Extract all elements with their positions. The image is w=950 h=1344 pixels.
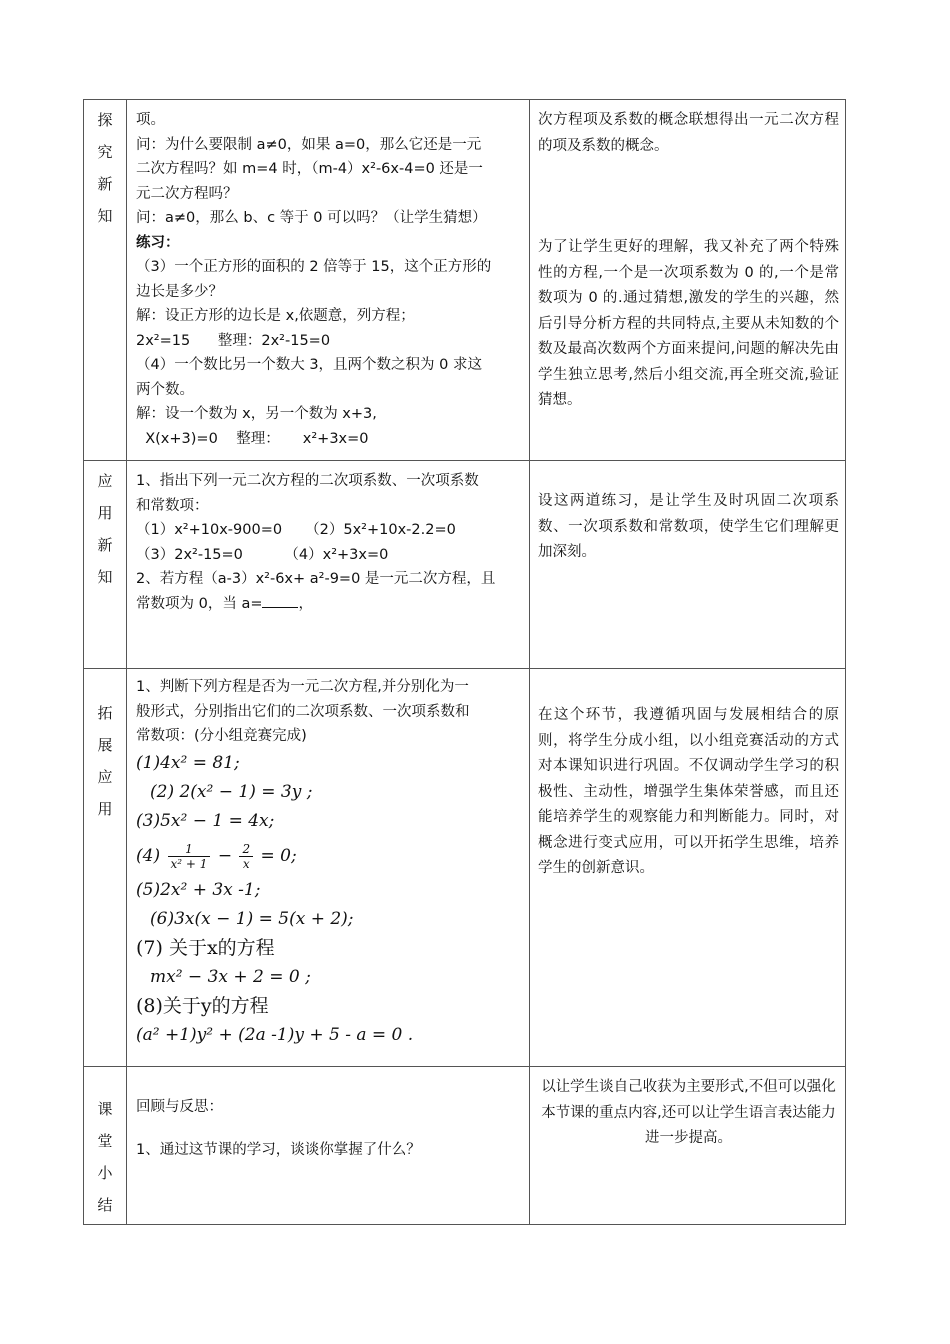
content-line: X(x+3)=0 整理： x²+3x=0 <box>136 430 369 447</box>
equation-1: (1)4x² = 81; <box>136 752 240 773</box>
content-line: 两个数。 <box>136 381 194 398</box>
lesson-plan-table <box>83 99 846 1225</box>
content-line: 问：为什么要限制 a≠0，如果 a=0，那么它还是一元 <box>136 136 482 153</box>
equation-6: (6)3x(x − 1) = 5(x + 2); <box>150 908 354 929</box>
content-line: （3）2x²-15=0 （4）x²+3x=0 <box>136 546 389 563</box>
equation-4: (4) $\frac{1}{\text{x² + 1}}$ − $\frac{2}{x}$ = 0; <box>136 841 297 871</box>
equation-7: mx² − 3x + 2 = 0 ; <box>150 966 311 987</box>
stage-label-apply: 应 用 新 知 <box>84 461 127 669</box>
content-line: 2x²=15 整理：2x²-15=0 <box>136 332 331 349</box>
note-cell-apply <box>530 461 846 669</box>
content-line: 问：a≠0，那么 b、c 等于 0 可以吗？（让学生猜想） <box>136 210 487 226</box>
content-line: 2、若方程（a-3）x²-6x+ a²-9=0 是一元二次方程，且 <box>136 571 496 587</box>
note-cell-summary <box>530 1067 846 1225</box>
table-row-extend <box>84 669 846 1067</box>
table-row-summary <box>84 1067 846 1225</box>
content-line: 解：设一个数为 x，另一个数为 x+3, <box>136 406 377 422</box>
fraction: $\frac{2}{x}$ <box>239 842 253 871</box>
content-line: 二次方程吗？如 m=4 时，（m-4）x²-6x-4=0 还是一 <box>136 161 483 177</box>
content-line: 般形式，分别指出它们的二次项系数、一次项系数和 <box>136 703 470 720</box>
content-line: 常数项：(分小组竞赛完成) <box>136 728 307 744</box>
table-row-explore <box>84 100 846 461</box>
equation-8: (a² +1)y² + (2a -1)y + 5 - a = 0 . <box>136 1024 414 1045</box>
content-line: 1、指出下列一元二次方程的二次项系数、一次项系数 <box>136 473 479 489</box>
table-row-apply <box>84 461 846 669</box>
content-line: 解：设正方形的边长是 x,依题意，列方程； <box>136 308 415 324</box>
note-text: 设这两道练习，是让学生及时巩固二次项系数、一次项系数和常数项，使学生它们理解更加深刻。 <box>538 493 839 560</box>
content-line: （4）一个数比另一个数大 3，且两个数之积为 0 求这 <box>136 357 483 373</box>
content-cell-summary <box>127 1067 530 1225</box>
equation-5: (5)2x² + 3x -1; <box>136 879 261 900</box>
note-cell-explore <box>530 100 846 461</box>
content-line: 1、判断下列方程是否为一元二次方程,并分别化为一 <box>136 679 469 695</box>
content-line: （1）x²+10x-900=0 （2）5x²+10x-2.2=0 <box>136 522 456 538</box>
content-cell-apply <box>127 461 530 669</box>
note-text: 次方程项及系数的概念联想得出一元二次方程的项及系数的概念。 <box>538 112 839 154</box>
equation-7-label: (7) 关于x的方程 <box>136 936 275 959</box>
content-cell-extend <box>127 669 530 1067</box>
equation-3: (3)5x² − 1 = 4x; <box>136 810 275 831</box>
content-line: 常数项为 0，当 a= ， <box>136 592 523 617</box>
content-cell-explore <box>127 100 530 461</box>
content-line: 项。 <box>136 112 165 128</box>
note-text: 为了让学生更好的理解，我又补充了两个特殊性的方程,一个是一次项系数为 0 的,一个是常数项为 0 的.通过猜想,激发的学生的兴趣，然后引导分析方程的共同特点,主要从未知数的个数及最高次数两个方面来提问,问题的解决先由学生独立思考,然后小组交流,再全班交流,验证猜想。 <box>538 239 839 408</box>
note-text: 以让学生谈自己收获为主要形式,不但可以强化本节课的重点内容,还可以让学生语言表达能力进一步提高。 <box>541 1079 836 1146</box>
note-text: 在这个环节，我遵循巩固与发展相结合的原则，将学生分成小组，以小组竞赛活动的方式对本课知识进行巩固。不仅调动学生学习的积极性、主动性，增强学生集体荣誉感，而且还能培养学生的观察能力和判断能力。同时，对概念进行变式应用，可以开拓学生思维，培养学生的创新意识。 <box>538 707 839 876</box>
content-line: 和常数项： <box>136 497 209 514</box>
content-line: 边长是多少？ <box>136 283 223 300</box>
answer-blank <box>262 593 298 608</box>
content-line: 元二次方程吗？ <box>136 185 238 202</box>
content-line: 回顾与反思： <box>136 1099 223 1115</box>
content-line: （3）一个正方形的面积的 2 倍等于 15，这个正方形的 <box>136 259 492 275</box>
content-line: 1、通过这节课的学习，谈谈你掌握了什么？ <box>136 1141 421 1158</box>
stage-label-extend: 拓 展 应 用 <box>84 669 127 1067</box>
equation-8-label: (8)关于y的方程 <box>136 994 269 1017</box>
fraction: $\frac{1}{\text{x² + 1}}$ <box>168 842 211 871</box>
equation-2: (2) 2(x² − 1) = 3y ; <box>150 781 313 802</box>
practice-heading: 练习： <box>136 234 180 251</box>
stage-label-summary: 课 堂 小 结 <box>84 1067 127 1225</box>
note-cell-extend <box>530 669 846 1067</box>
stage-label-explore: 探 究 新 知 <box>84 100 127 461</box>
